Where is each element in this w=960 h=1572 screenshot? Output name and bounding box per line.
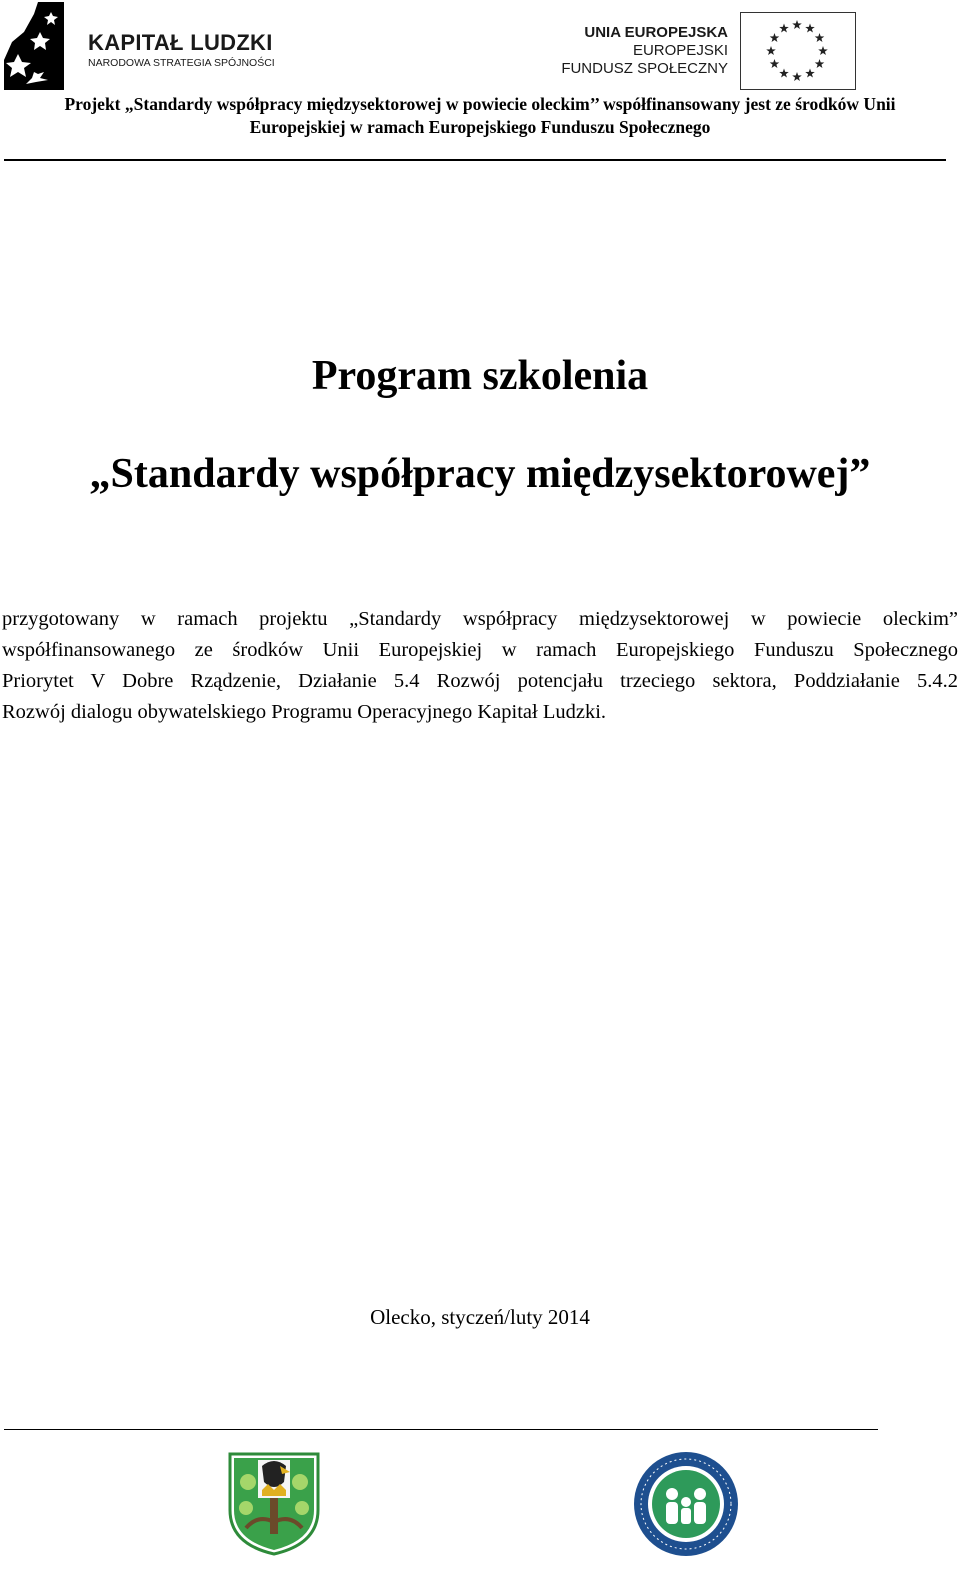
eu-star-icon [818,46,828,55]
body-line: Priorytet V Dobre Rządzenie, Działanie 5.4 Rozwój potencjału trzeciego sektora, Poddziałanie 5.4.2 [2,670,958,692]
eu-star-icon [770,33,780,42]
eu-star-icon [805,23,815,32]
body-line: Rozwój dialogu obywatelskiego Programu Operacyjnego Kapitał Ludzki. [2,701,607,723]
kapital-ludzki-emblem-icon [4,2,70,90]
project-header [0,93,960,139]
kapital-ludzki-logo [4,2,294,90]
header-divider [4,159,946,161]
eu-logo-line2: EUROPEJSKI [632,42,728,59]
project-header-line2: Europejskiej w ramach Europejskiego Funduszu Społecznego [249,117,711,137]
eu-star-icon [766,46,776,55]
eu-logo-line1: UNIA EUROPEJSKA [584,24,728,41]
eu-star-icon [792,20,802,29]
project-header-line1: Projekt „Standardy współpracy międzysektorowej w powiecie oleckim’’ współfinansowany jest ze środków Unii [64,94,896,114]
eu-logo-line3: FUNDUSZ SPOŁECZNY [561,60,728,77]
eu-logo [550,10,860,92]
eu-star-icon [792,72,802,81]
eu-star-icon [805,69,815,78]
eu-star-icon [815,59,825,68]
kapital-ludzki-subtitle: NARODOWA STRATEGIA SPÓJNOŚCI [88,57,275,69]
document-date: Olecko, styczeń/luty 2014 [370,1305,590,1329]
kapital-ludzki-title: KAPITAŁ LUDZKI [88,30,273,55]
eu-star-icon [779,23,789,32]
eu-star-icon [770,59,780,68]
document-body [2,604,958,728]
footer-divider [4,1429,878,1430]
eu-flag-icon [740,12,856,90]
body-line: przygotowany w ramach projektu „Standardy współpracy międzysektorowej w powiecie oleckim” [2,608,958,630]
body-line: współfinansowanego ze środków Unii Europejskiej w ramach Europejskiego Funduszu Społecznego [2,639,958,661]
document-title: Program szkolenia [311,353,649,399]
eu-star-icon [815,33,825,42]
document-subtitle: „Standardy współpracy międzysektorowej” [89,451,871,497]
eu-star-icon [779,69,789,78]
coat-of-arms-icon [228,1452,320,1556]
organization-seal-icon [632,1450,740,1558]
